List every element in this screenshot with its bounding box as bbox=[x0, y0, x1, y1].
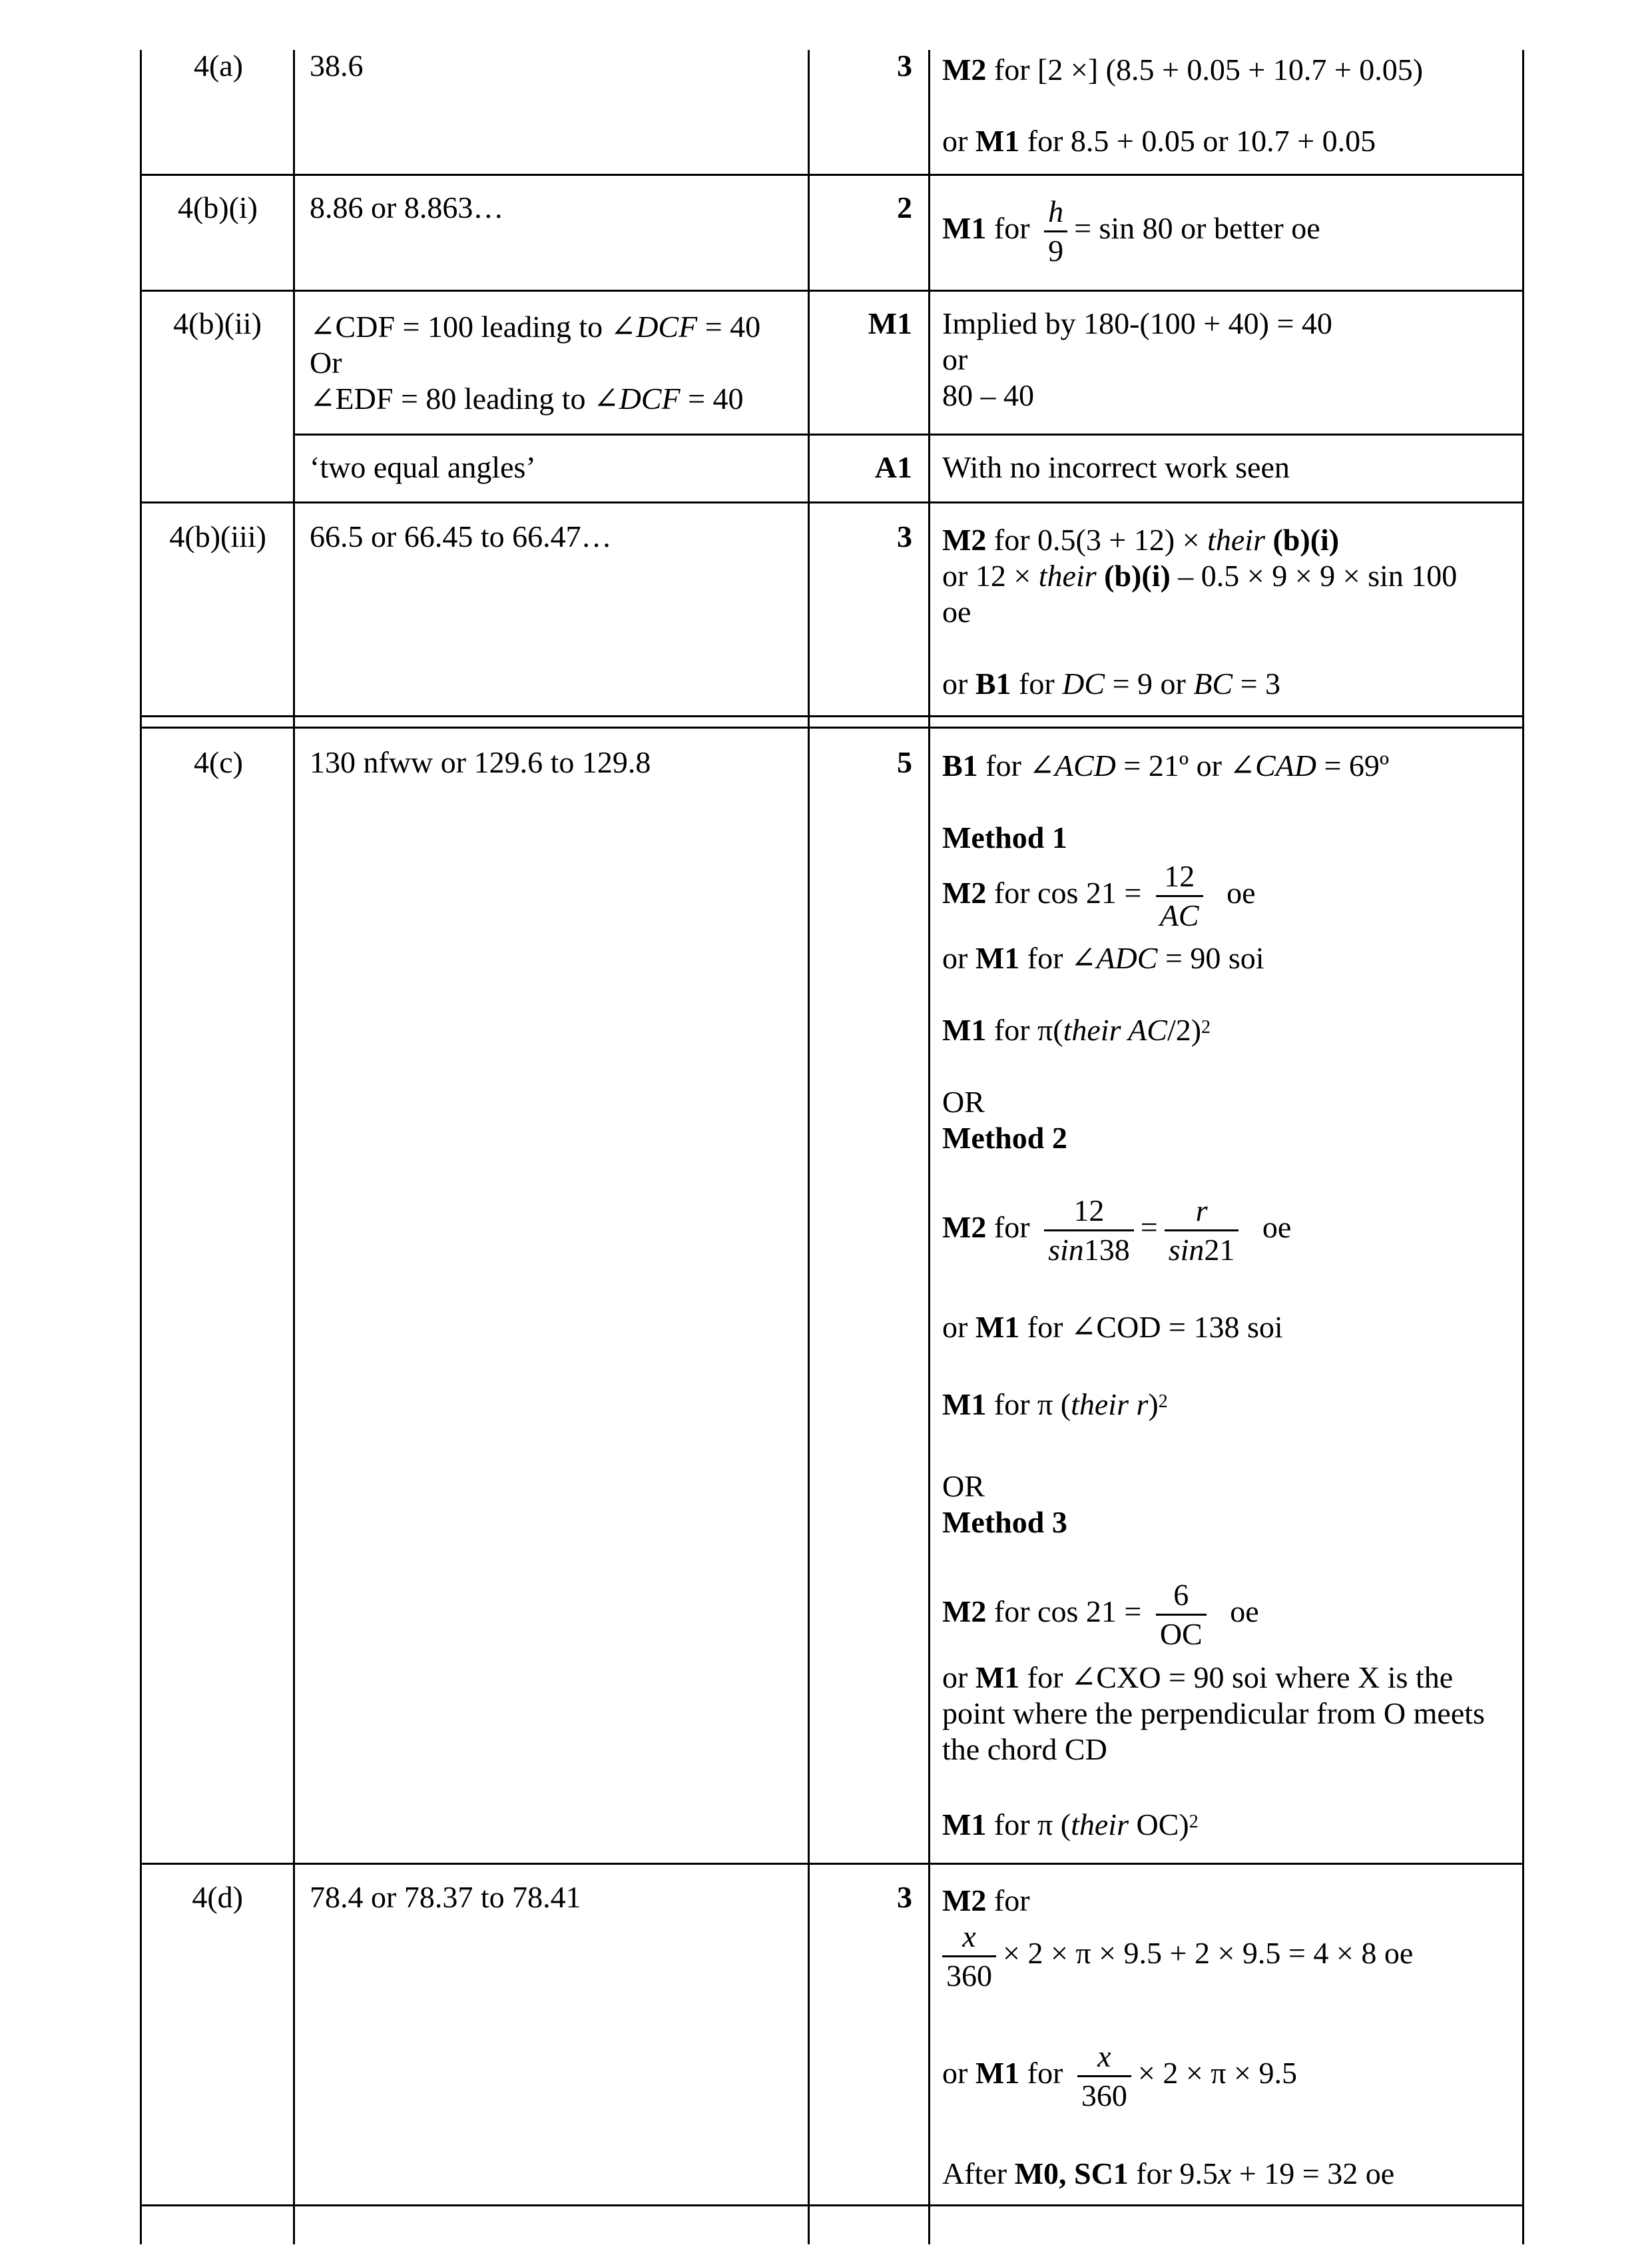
guidance-line: OR bbox=[942, 1085, 985, 1119]
answer-text: 130 nfww or 129.6 to 129.8 bbox=[310, 745, 651, 779]
marks-value: A1 bbox=[874, 450, 912, 484]
table-border-left bbox=[140, 50, 142, 2244]
section-divider-double bbox=[140, 727, 1524, 729]
row-divider bbox=[140, 2204, 1524, 2206]
marks-value: 5 bbox=[897, 745, 912, 779]
guidance-line: With no incorrect work seen bbox=[942, 450, 1290, 484]
answer-text: 8.86 or 8.863… bbox=[310, 190, 504, 224]
marks-value: 3 bbox=[897, 1880, 912, 1914]
guidance-line: OR bbox=[942, 1469, 985, 1503]
answer-text: 78.4 or 78.37 to 78.41 bbox=[310, 1880, 581, 1914]
marks-value: 3 bbox=[897, 519, 912, 553]
answer-line: Or bbox=[310, 346, 342, 380]
question-number: 4(b)(i) bbox=[177, 190, 258, 224]
question-number: 4(b)(ii) bbox=[173, 306, 262, 340]
row-divider-partial bbox=[293, 434, 1524, 436]
answer-text: ‘two equal angles’ bbox=[310, 450, 536, 484]
row-divider bbox=[140, 290, 1524, 292]
guidance-line: B1 for ∠ACD = 21º or ∠CAD = 69º bbox=[942, 749, 1390, 783]
guidance-line: M1 for π (their OC)$^2$ bbox=[942, 1807, 1199, 1841]
guidance-line: M2 for cos 21 = $\frac{12}{AC}$ oe bbox=[942, 858, 1256, 934]
guidance-line: M2 for $\frac{12}{\sin 138}$ = $\frac{r}{\sin 21}$ oe bbox=[942, 1192, 1291, 1269]
fraction: $\frac{12}{AC}$ bbox=[1156, 858, 1203, 934]
guidance-line: M2 for 0.5(3 + 12) × their (b)(i) bbox=[942, 523, 1340, 557]
guidance-line: or M1 for ∠ADC = 90 soi bbox=[942, 941, 1264, 975]
guidance-line: or M1 for ∠CXO = 90 soi where X is the bbox=[942, 1660, 1454, 1694]
column-divider-marks bbox=[928, 50, 930, 2244]
guidance-line: After M0, SC1 for 9.5x + 19 = 32 oe bbox=[942, 2156, 1395, 2190]
guidance-line: M1 for $\frac{h}{9}$ = sin 80 or better oe bbox=[942, 193, 1320, 270]
guidance-line: or bbox=[942, 342, 968, 376]
guidance-line: or 12 × their (b)(i) – 0.5 × 9 × 9 × sin 100 bbox=[942, 559, 1458, 593]
fraction: $\frac{h}{9}$ bbox=[1044, 193, 1067, 270]
method-heading: Method 2 bbox=[942, 1121, 1067, 1155]
fraction: $\frac{r}{\sin 21}$ bbox=[1165, 1192, 1239, 1269]
question-number: 4(c) bbox=[193, 745, 243, 779]
table-border-right bbox=[1522, 50, 1524, 2244]
guidance-line: M2 for bbox=[942, 1883, 1030, 1917]
fraction: $\frac{x}{360}$ bbox=[942, 1918, 996, 1995]
guidance-line: M2 for [2 ×] (8.5 + 0.05 + 10.7 + 0.05) bbox=[942, 53, 1424, 87]
answer-text: 66.5 or 66.45 to 66.47… bbox=[310, 519, 612, 553]
section-divider-double bbox=[140, 715, 1524, 717]
guidance-line: or M1 for $\frac{x}{360}$ × 2 × π × 9.5 bbox=[942, 2038, 1297, 2114]
row-divider bbox=[140, 1863, 1524, 1865]
guidance-line: 80 – 40 bbox=[942, 378, 1034, 412]
question-number: 4(a) bbox=[193, 49, 243, 83]
fraction: $\frac{12}{\sin 138}$ bbox=[1044, 1192, 1134, 1269]
question-number: 4(b)(iii) bbox=[169, 519, 266, 553]
marks-value: 2 bbox=[897, 190, 912, 224]
guidance-line: point where the perpendicular from O meets bbox=[942, 1696, 1485, 1730]
fraction: $\frac{6}{OC}$ bbox=[1156, 1576, 1207, 1653]
question-number: 4(d) bbox=[192, 1880, 243, 1914]
guidance-line: M2 for cos 21 = $\frac{6}{OC}$ oe bbox=[942, 1576, 1259, 1653]
column-divider-question bbox=[293, 50, 295, 2244]
guidance-line: the chord CD bbox=[942, 1732, 1107, 1766]
column-divider-answer bbox=[808, 50, 810, 2244]
marks-value: 3 bbox=[897, 49, 912, 83]
row-divider bbox=[140, 501, 1524, 503]
guidance-line: or B1 for DC = 9 or BC = 3 bbox=[942, 667, 1281, 701]
fraction: $\frac{x}{360}$ bbox=[1077, 2038, 1131, 2114]
answer-line: ∠CDF = 100 leading to ∠DCF = 40 bbox=[310, 310, 761, 344]
guidance-line: or M1 for ∠COD = 138 soi bbox=[942, 1310, 1283, 1344]
row-divider bbox=[140, 174, 1524, 176]
guidance-line: M1 for π (their r)$^2$ bbox=[942, 1387, 1168, 1421]
answer-line: ∠EDF = 80 leading to ∠DCF = 40 bbox=[310, 382, 744, 416]
guidance-line: or M1 for 8.5 + 0.05 or 10.7 + 0.05 bbox=[942, 124, 1376, 158]
method-heading: Method 3 bbox=[942, 1505, 1067, 1539]
marks-value: M1 bbox=[868, 306, 912, 340]
guidance-line: $\frac{x}{360}$ × 2 × π × 9.5 + 2 × 9.5 = 4 × 8 oe bbox=[936, 1918, 1413, 1995]
answer-text: 38.6 bbox=[310, 49, 364, 83]
method-heading: Method 1 bbox=[942, 820, 1067, 854]
guidance-line: M1 for π(their AC/2)$^2$ bbox=[942, 1013, 1211, 1047]
guidance-line: Implied by 180-(100 + 40) = 40 bbox=[942, 306, 1332, 340]
guidance-line: oe bbox=[942, 595, 971, 629]
